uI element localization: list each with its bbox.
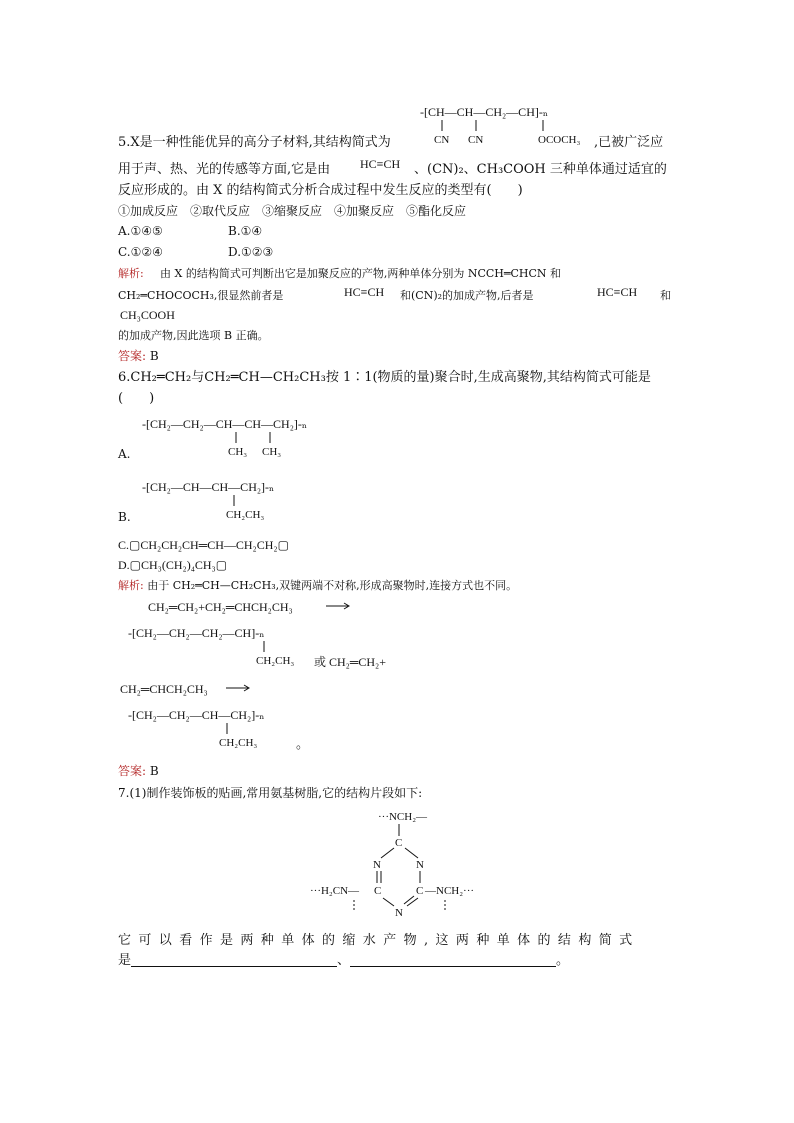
q6-opt-d: D.▢CH₃(CH₂)₄CH₃▢ [118, 558, 228, 572]
q5-opt-b: B.①④ [228, 224, 263, 238]
q5-polymer-main: -[CH—CH—CH₂—CH]-ₙ [420, 105, 549, 119]
q7-text-2: 是 [118, 953, 132, 968]
q5-analysis-2b: 和(CN)₂的加成产物,后者是 [400, 289, 534, 302]
q7-text-1: 它可以看作是两种单体的缩水产物,这两种单体的结构简式 [118, 933, 640, 948]
q5-line3: 反应形成的。由 X 的结构简式分析合成过程中发生反应的类型有( ) [118, 183, 523, 198]
q6-analysis-label: 解析: [118, 579, 144, 592]
q6-b-main: -[CH₂—CH—CH—CH₂]-ₙ [142, 480, 275, 494]
q6-end-mark: 。 [296, 737, 310, 752]
q5-answer-line [118, 350, 159, 362]
q7-triazine-ring-structure [310, 808, 510, 918]
q6-product-1 [128, 624, 308, 668]
q7-top-c: C [395, 837, 403, 849]
q5-analysis-3: CH₃COOH [120, 308, 175, 322]
q6-a-sub-1: CH₃ [228, 446, 248, 458]
q5-line2-b: 、(CN)₂、CH₃COOH 三种单体通过适宜的 [414, 162, 667, 177]
q6-p1-sub: CH₂CH₃ [256, 655, 295, 667]
q7-top-group: ···NCH₂— [378, 811, 428, 823]
q7-answer-blank-1[interactable] [131, 955, 337, 967]
q6-stem-1: 6.CH₂═CH₂与CH₂═CH—CH₂CH₃按 1∶1(物质的量)聚合时,生成高聚物,其结构简式可能是 [118, 370, 651, 385]
q6-stem-2: ( ) [118, 391, 155, 406]
q7-c-right: C [416, 885, 424, 897]
q7-n-left: N [373, 859, 381, 871]
q5-acetylene: HC≡CH [360, 157, 401, 171]
q6-analysis-1: 由于 CH₂═CH—CH₂CH₃,双键两端不对称,形成高聚物时,连接方式也不同。 [147, 579, 518, 592]
q6-eq1-arrow [326, 602, 352, 610]
q6-eq2-arrow [226, 684, 252, 692]
q5-analysis-1: 由 X 的结构简式可判断出它是加聚反应的产物,两种单体分别为 NCCH═CHCN 和 [160, 267, 562, 280]
q6-a-label: A. [118, 447, 131, 461]
q6-p1-main: -[CH₂—CH₂—CH₂—CH]-ₙ [128, 626, 265, 640]
q6-eq1: CH₂═CH₂+CH₂═CHCH₂CH₃ [148, 600, 293, 614]
q6-product-2 [128, 706, 308, 750]
q7-n-bottom: N [395, 907, 403, 919]
q5-line1 [118, 136, 391, 149]
q5-analysis-2a: CH₂═CHOCOCH₃,很显然前者是 [118, 289, 284, 302]
q5-analysis-acetylene-1: HC≡CH [344, 285, 385, 299]
q5-sub-cn-1: CN [434, 134, 450, 146]
q5-sub-cn-2: CN [468, 134, 484, 146]
q5-line1-a: 5.X是一种性能优异的高分子材料,其结构简式为 [118, 135, 391, 150]
q6-answer-line [118, 765, 159, 777]
q6-answer-label: 答案: [118, 764, 147, 778]
q5-options-line: ①加成反应 ②取代反应 ③缩聚反应 ④加聚反应 ⑤酯化反应 [118, 204, 467, 218]
q5-analysis-2c: 和 [660, 289, 671, 302]
q5-opt-d: D.①②③ [228, 245, 274, 259]
q6-option-b-structure [142, 478, 322, 522]
q5-analysis-label: 解析: [118, 267, 144, 280]
q7-answer-blank-2[interactable] [350, 955, 556, 967]
q5-answer-label: 答案: [118, 349, 147, 363]
q6-p2-sub: CH₂CH₃ [219, 737, 258, 749]
q5-polymer-structure [420, 103, 600, 151]
q7-end: 。 [556, 953, 570, 968]
q7-n-right: N [416, 859, 424, 871]
q6-b-sub: CH₂CH₃ [226, 509, 265, 521]
q5-answer: B [149, 349, 159, 363]
q5-analysis-4: 的加成产物,因此选项 B 正确。 [118, 329, 269, 342]
q6-answer: B [149, 764, 159, 778]
q5-analysis-acetylene-2: HC≡CH [597, 285, 638, 299]
q5-opt-c: C.①②④ [118, 245, 163, 259]
q5-opt-a: A.①④⑤ [118, 224, 163, 238]
q6-b-label: B. [118, 510, 131, 524]
q6-analysis-line [118, 580, 517, 591]
q6-eq2: CH₂═CHCH₂CH₃ [120, 682, 208, 696]
q7-text-2-line [118, 954, 569, 967]
q7-right-group: —NCH₂··· [425, 885, 475, 897]
q6-opt-c: C.▢CH₂CH₂CH═CH—CH₂CH₂▢ [118, 538, 289, 552]
q5-sub-ococh3: OCOCH₃ [538, 134, 581, 146]
q5-line2-a: 用于声、热、光的传感等方面,它是由 [118, 162, 331, 177]
q6-or-text: 或 CH₂═CH₂+ [314, 655, 386, 669]
q6-a-main: -[CH₂—CH₂—CH—CH—CH₂]-ₙ [142, 417, 308, 431]
q7-sep: 、 [337, 953, 351, 968]
q6-a-sub-2: CH₃ [262, 446, 282, 458]
q7-left-group: ···H₂CN— [310, 885, 360, 897]
q6-option-a-structure [142, 415, 342, 459]
q7-c-left: C [374, 885, 382, 897]
q6-p2-main: -[CH₂—CH₂—CH—CH₂]-ₙ [128, 708, 265, 722]
q7-stem: 7.(1)制作装饰板的贴画,常用氨基树脂,它的结构片段如下: [118, 786, 423, 800]
q5-line1-b: ,已被广泛应 [594, 135, 664, 150]
